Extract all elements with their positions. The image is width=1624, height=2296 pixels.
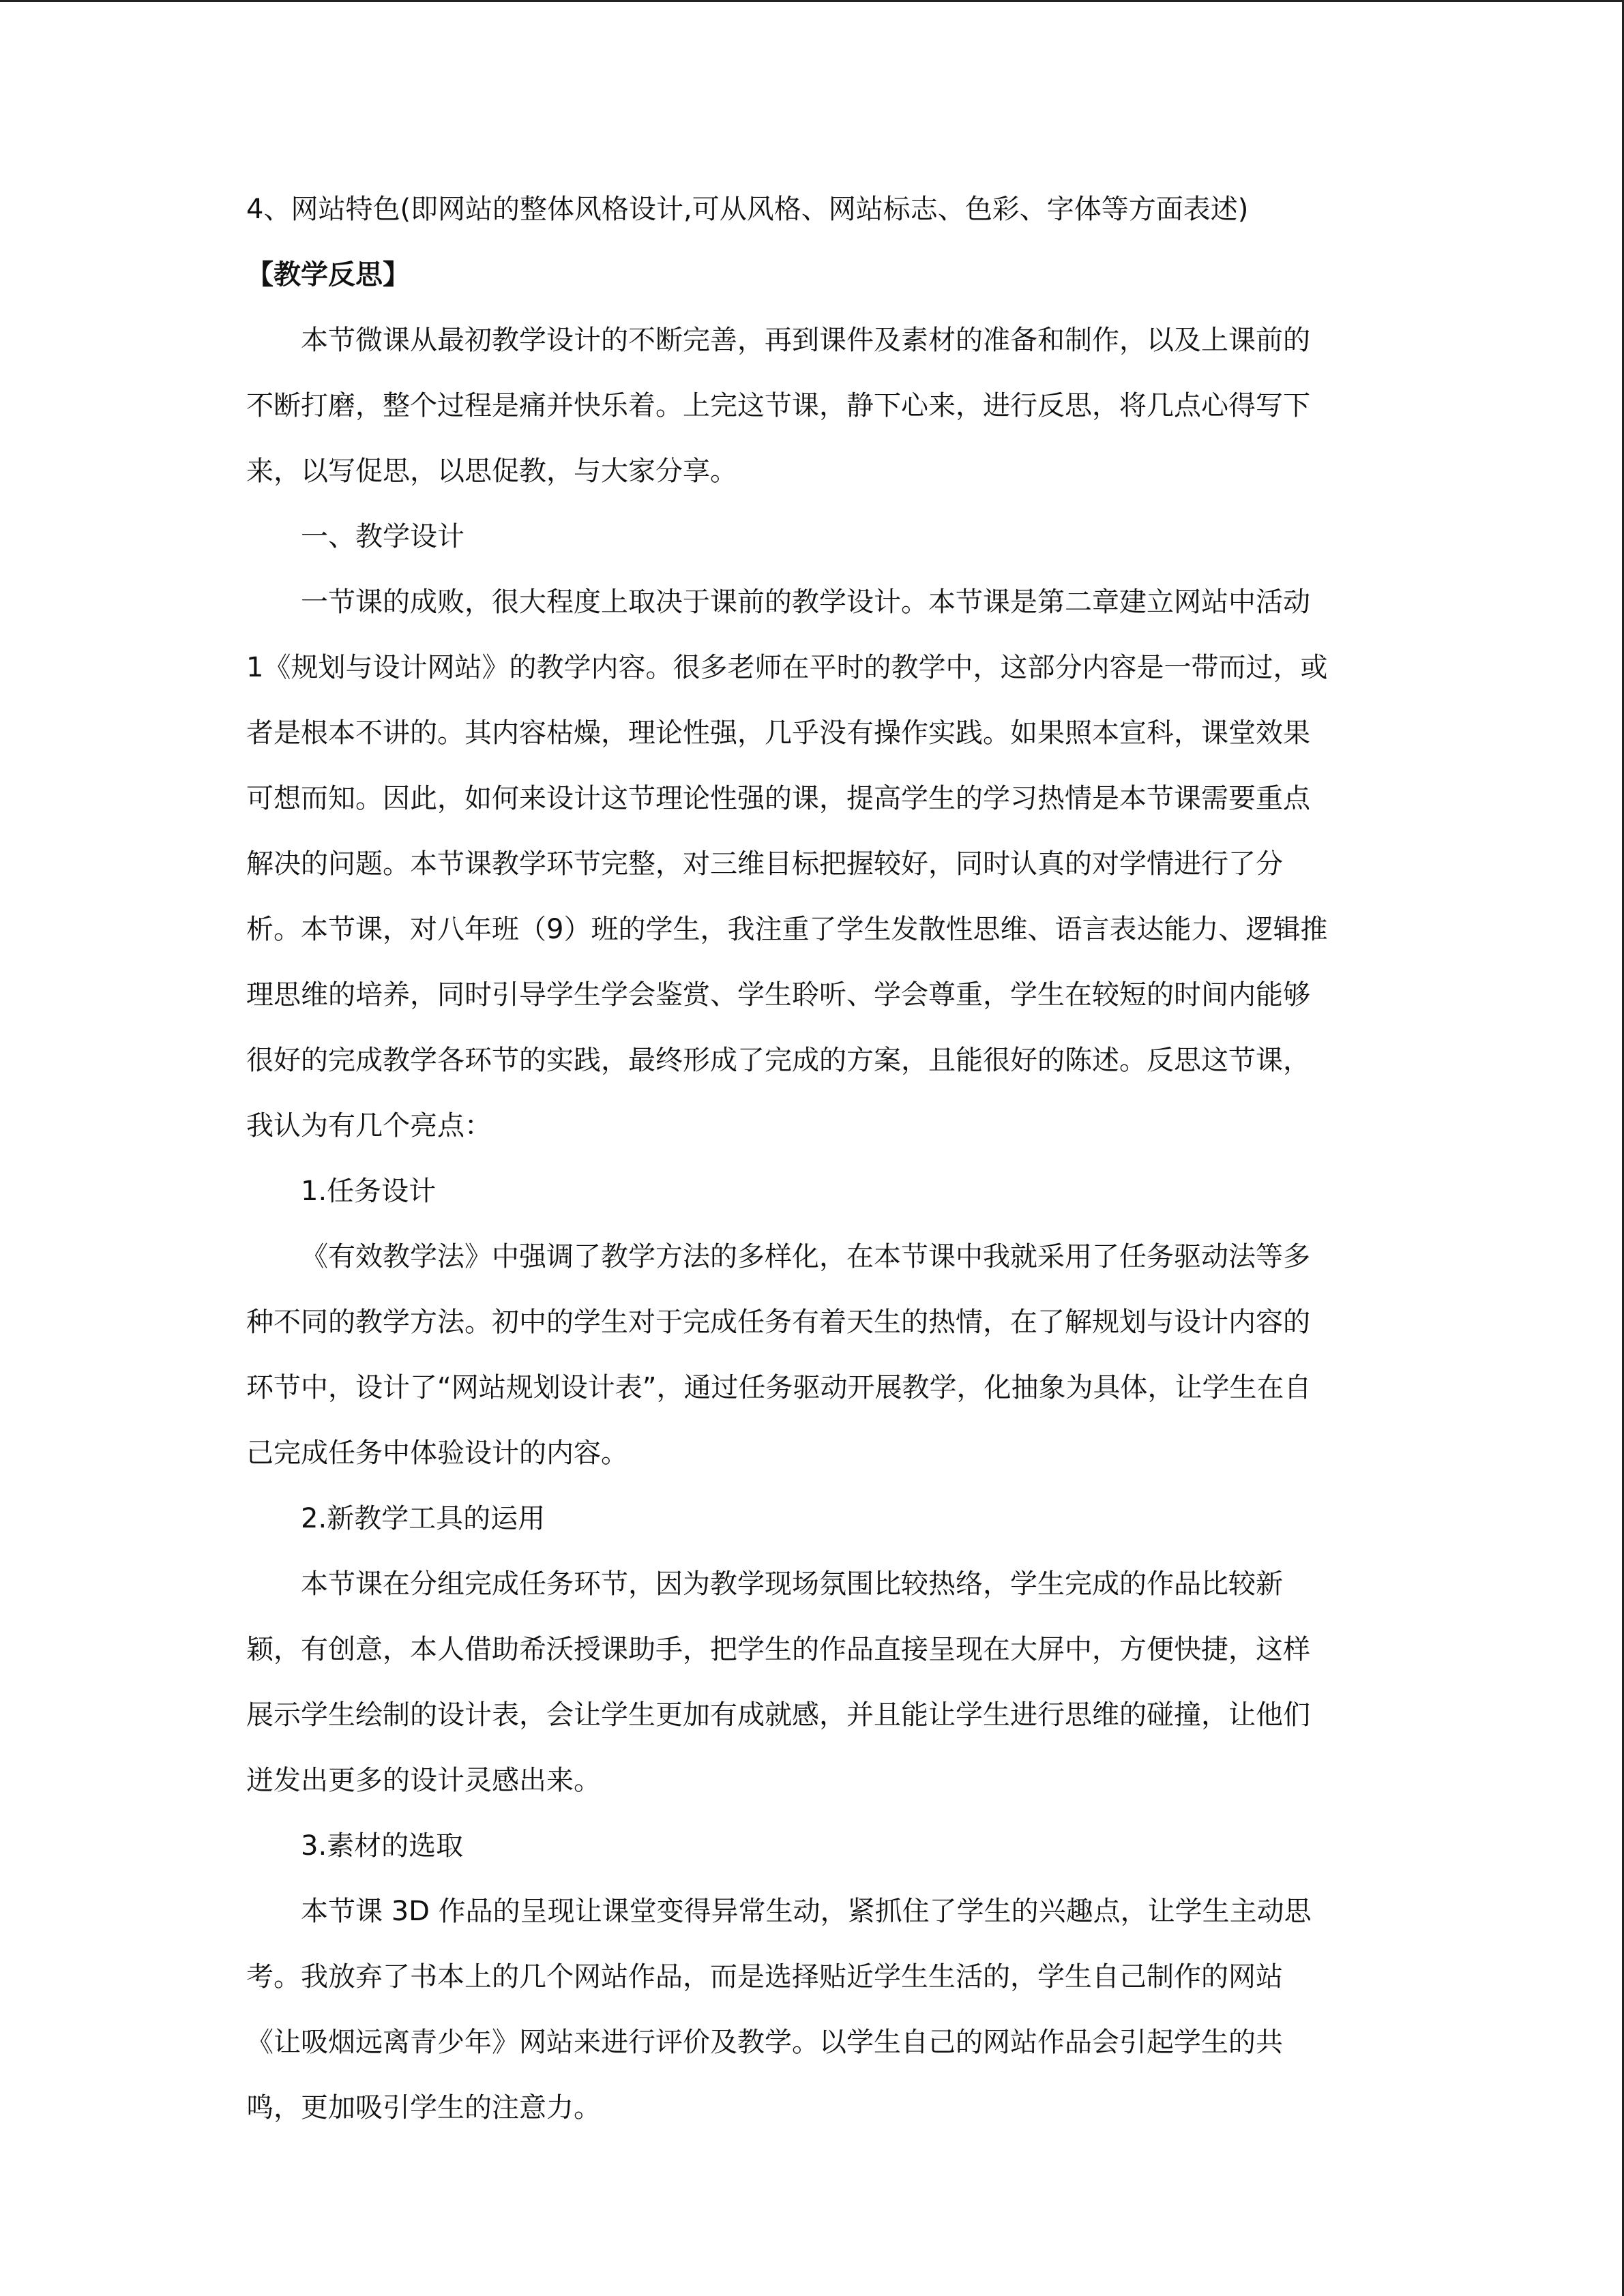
paragraph-line: 迸发出更多的设计灵感出来。	[246, 1765, 601, 1796]
point-title: 1.任务设计	[301, 1176, 437, 1207]
feature-item: 4、网站特色(即网站的整体风格设计,可从风格、网站标志、色彩、字体等方面表述)	[246, 194, 1249, 225]
paragraph-line: 《让吸烟远离青少年》网站来进行评价及教学。以学生自己的网站作品会引起学生的共	[246, 2027, 1283, 2058]
intro-line: 本节微课从最初教学设计的不断完善，再到课件及素材的准备和制作，以及上课前的	[301, 325, 1310, 356]
paragraph-line: 环节中，设计了“网站规划设计表”，通过任务驱动开展教学，化抽象为具体，让学生在自	[246, 1372, 1312, 1403]
paragraph-line: 我认为有几个亮点：	[246, 1110, 492, 1142]
paragraph-line: 者是根本不讲的。其内容枯燥，理论性强，几乎没有操作实践。如果照本宣科，课堂效果	[246, 717, 1310, 749]
paragraph-line: 可想而知。因此，如何来设计这节理论性强的课，提高学生的学习热情是本节课需要重点	[246, 783, 1310, 814]
page-top-border	[0, 0, 1624, 2]
paragraph-line: 很好的完成教学各环节的实践，最终形成了完成的方案，且能很好的陈述。反思这节课，	[246, 1045, 1310, 1076]
paragraph-line: 解决的问题。本节课教学环节完整，对三维目标把握较好，同时认真的对学情进行了分	[246, 848, 1283, 880]
paragraph-line: 本节课在分组完成任务环节，因为教学现场氛围比较热络，学生完成的作品比较新	[301, 1568, 1283, 1600]
section-title: 一、教学设计	[301, 521, 464, 552]
paragraph-line: 理思维的培养，同时引导学生学会鉴赏、学生聆听、学会尊重，学生在较短的时间内能够	[246, 979, 1310, 1011]
paragraph-line: 《有效教学法》中强调了教学方法的多样化，在本节课中我就采用了任务驱动法等多	[301, 1241, 1310, 1272]
paragraph-line: 考。我放弃了书本上的几个网站作品，而是选择贴近学生生活的，学生自己制作的网站	[246, 1961, 1283, 1993]
paragraph-line: 本节课 3D 作品的呈现让课堂变得异常生动，紧抓住了学生的兴趣点，让学生主动思	[301, 1896, 1312, 1927]
paragraph-line: 一节课的成败，很大程度上取决于课前的教学设计。本节课是第二章建立网站中活动	[301, 586, 1310, 618]
paragraph-line: 种不同的教学方法。初中的学生对于完成任务有着天生的热情，在了解规划与设计内容的	[246, 1307, 1310, 1338]
paragraph-line: 己完成任务中体验设计的内容。	[246, 1437, 628, 1469]
intro-line: 不断打磨，整个过程是痛并快乐着。上完这节课，静下心来，进行反思，将几点心得写下	[246, 390, 1310, 421]
paragraph-line: 析。本节课，对八年班（9）班的学生，我注重了学生发散性思维、语言表达能力、逻辑推	[246, 914, 1328, 945]
paragraph-line: 1《规划与设计网站》的教学内容。很多老师在平时的教学中，这部分内容是一带而过，或	[246, 652, 1328, 683]
reflection-heading: 【教学反思】	[246, 259, 410, 290]
point-title: 2.新教学工具的运用	[301, 1503, 546, 1534]
point-title: 3.素材的选取	[301, 1830, 464, 1862]
intro-line: 来，以写促思，以思促教，与大家分享。	[246, 456, 737, 487]
paragraph-line: 展示学生绘制的设计表，会让学生更加有成就感，并且能让学生进行思维的碰撞，让他们	[246, 1699, 1310, 1731]
paragraph-line: 鸣，更加吸引学生的注意力。	[246, 2092, 601, 2123]
paragraph-line: 颖，有创意，本人借助希沃授课助手，把学生的作品直接呈现在大屏中，方便快捷，这样	[246, 1634, 1310, 1665]
